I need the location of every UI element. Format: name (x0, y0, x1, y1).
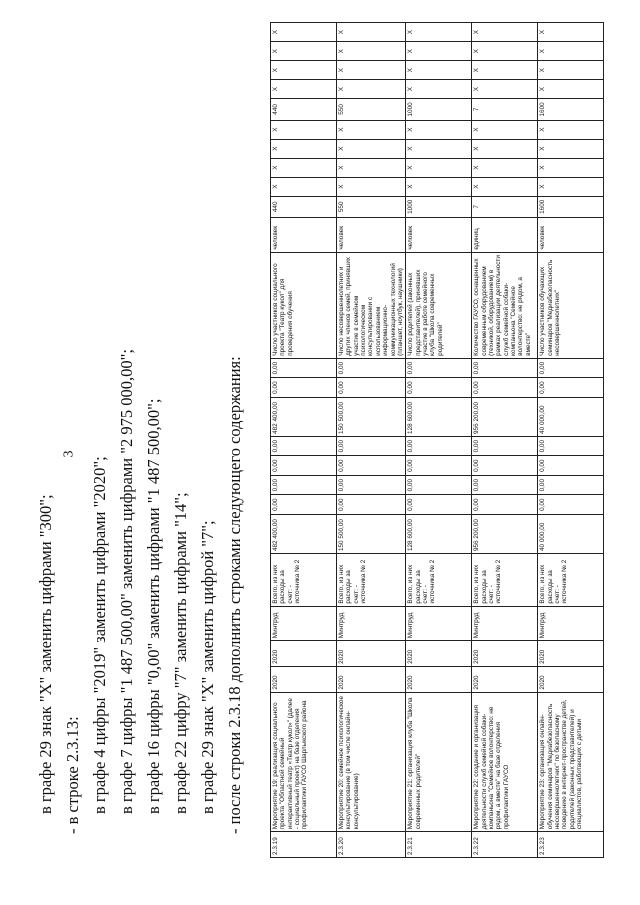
table-cell-id: 2.3.20 (337, 832, 406, 858)
table-cell-x: Х (538, 61, 604, 80)
amendment-line: в графе 7 цифры "1 487 500,00" заменить цифрами "2 975 000,00"; (117, 349, 136, 814)
table-cell-ind: Число участников социального проекта "Театр кукол" для проведения обучения (271, 252, 337, 358)
table-cell-z: 0,00 (538, 358, 604, 378)
table-cell-s2: 482 400,00 (271, 397, 337, 436)
table-cell-x: Х (406, 139, 472, 158)
amendment-line: в графе 16 цифры "0,00" заменить цифрами "1 487 500,00"; (144, 398, 163, 814)
table-cell-x: Х (472, 42, 538, 61)
table-cell-value: 550 (337, 99, 406, 120)
table-cell-y2: 2020 (337, 641, 406, 667)
table-cell-name: Мероприятие 20: семейное психологическое консультирование (в том числе онлайн-консультирование) (337, 692, 406, 832)
table-cell-sum: 150 500,00 (337, 514, 406, 553)
table-cell-sum: 128 600,00 (406, 514, 472, 553)
table-cell-z: 0,00 (271, 475, 337, 495)
table-cell-z: 0,00 (337, 456, 406, 476)
amendment-line: - в строке 2.3.13: (63, 716, 82, 834)
table-row (472, 23, 538, 858)
table-row (271, 23, 337, 858)
table-cell-z: 0,00 (271, 378, 337, 398)
table-cell-x: Х (337, 42, 406, 61)
table-cell-x: Х (538, 42, 604, 61)
table-cell-x: Х (538, 23, 604, 42)
table-cell-z: 0,00 (337, 358, 406, 378)
table-row (538, 23, 604, 858)
table-cell-src: Всего, из них расходы за счет: - источника № 2 (271, 554, 337, 607)
table-cell-x: Х (337, 177, 406, 196)
table-cell-value: 7 (472, 99, 538, 120)
table-cell-x: Х (406, 80, 472, 99)
table-cell-x: Х (472, 139, 538, 158)
table-cell-z: 0,00 (406, 495, 472, 515)
table-cell-z: 0,00 (538, 456, 604, 476)
table-cell-x: Х (271, 139, 337, 158)
table-cell-x: Х (472, 177, 538, 196)
table-cell-y1: 2020 (538, 666, 604, 692)
table-row (406, 23, 472, 858)
table-cell-z: 0,00 (271, 436, 337, 456)
table-cell-name: Мероприятие 19: реализация социального проекта "Областной семейный интерактивный театр «Театр кукол»" (далее - социальный проект) на базе отделения профилактики ГАУСО Шарлыкского района (271, 692, 337, 832)
table-cell-z: 0,00 (472, 495, 538, 515)
page-number: 3 (61, 450, 77, 458)
table-cell-x: Х (538, 158, 604, 177)
table-cell-x: Х (406, 177, 472, 196)
table-cell-z: 0,00 (472, 378, 538, 398)
table-cell-z: 0,00 (337, 495, 406, 515)
table-cell-x: Х (538, 177, 604, 196)
table-cell-v1: 1000 (406, 196, 472, 217)
table-cell-z: 0,00 (472, 456, 538, 476)
table-cell-unit: единиц (472, 218, 538, 253)
table-cell-x: Х (406, 61, 472, 80)
table-cell-x: Х (406, 158, 472, 177)
table-cell-z: 0,00 (472, 436, 538, 456)
table-cell-z: 0,00 (472, 358, 538, 378)
table-cell-x: Х (538, 80, 604, 99)
table-cell-unit: человек (406, 218, 472, 253)
table-cell-x: Х (472, 120, 538, 139)
table-cell-x: Х (538, 120, 604, 139)
table-cell-ind: Число родителей (законных представителей), принявших участие в работе семейного клуба "Школа современных родителей" (406, 252, 472, 358)
table-cell-z: 0,00 (271, 456, 337, 476)
table-cell-z: 0,00 (538, 378, 604, 398)
table-cell-sum: 482 400,00 (271, 514, 337, 553)
table-cell-name: Мероприятие 23: организация онлайн-обучения семинаров "Медиабезопасность несовершеннолетних" по безопасному поведению в интернет-пространстве детей, родителей (законных представителей) и специалистов, работающих с детьми (538, 692, 604, 832)
amendment-line: в графе 22 цифру "7" заменить цифрами "14"; (171, 492, 190, 814)
table-cell-src: Всего, из них расходы за счет: - источника № 2 (337, 554, 406, 607)
table-cell-x: Х (271, 61, 337, 80)
table-cell-v1: 550 (337, 196, 406, 217)
table-cell-x: Х (271, 80, 337, 99)
table-cell-z: 0,00 (406, 358, 472, 378)
table-cell-value: 440 (271, 99, 337, 120)
table-cell-src: Всего, из них расходы за счет: - источника № 2 (406, 554, 472, 607)
table-cell-v1: 1600 (538, 196, 604, 217)
table-cell-x: Х (271, 120, 337, 139)
table-cell-x: Х (271, 177, 337, 196)
table-cell-y1: 2020 (271, 666, 337, 692)
table-cell-v1: 7 (472, 196, 538, 217)
table-cell-x: Х (337, 139, 406, 158)
table-cell-z: 0,00 (538, 475, 604, 495)
amendment-line: в графе 4 цифры "2019" заменить цифрами "2020"; (90, 456, 109, 814)
table-cell-org: Минтруд (538, 606, 604, 641)
table-cell-z: 0,00 (538, 495, 604, 515)
table-cell-x: Х (337, 23, 406, 42)
table-cell-unit: человек (337, 218, 406, 253)
table-cell-y2: 2020 (538, 641, 604, 667)
table-cell-s2: 128 600,00 (406, 397, 472, 436)
table-cell-z: 0,00 (472, 475, 538, 495)
table-row (337, 23, 406, 858)
table-cell-z: 0,00 (337, 378, 406, 398)
table-cell-id: 2.3.19 (271, 832, 337, 858)
table-cell-unit: человек (271, 218, 337, 253)
table-cell-x: Х (472, 158, 538, 177)
table-cell-z: 0,00 (271, 495, 337, 515)
amendment-line: в графе 29 знак "Х" заменить цифрой "7"; (198, 520, 217, 814)
table-cell-y2: 2020 (271, 641, 337, 667)
table-cell-org: Минтруд (472, 606, 538, 641)
table-cell-ind: Число участников обучающих семинаров "Медиабезопасность несовершеннолетних" (538, 252, 604, 358)
table-cell-x: Х (337, 120, 406, 139)
table-cell-id: 2.3.23 (538, 832, 604, 858)
table-cell-v1: 440 (271, 196, 337, 217)
table-cell-z: 0,00 (271, 358, 337, 378)
table-cell-unit: человек (538, 218, 604, 253)
table-cell-x: Х (472, 80, 538, 99)
table-cell-z: 0,00 (406, 456, 472, 476)
table-cell-z: 0,00 (538, 436, 604, 456)
table-cell-x: Х (406, 42, 472, 61)
table-cell-x: Х (271, 158, 337, 177)
table-cell-id: 2.3.21 (406, 832, 472, 858)
table-cell-s2: 40 000,00 (538, 397, 604, 436)
amendment-line: в графе 29 знак "Х" заменить цифрами "300"; (36, 494, 55, 814)
table-cell-value: 1000 (406, 99, 472, 120)
table-cell-id: 2.3.22 (472, 832, 538, 858)
table-cell-x: Х (337, 158, 406, 177)
table-cell-org: Минтруд (337, 606, 406, 641)
table-cell-src: Всего, из них расходы за счет: - источника № 2 (538, 554, 604, 607)
table-cell-ind: Число несовершеннолетних и других членов семей, принявших участие в семейном психологическом консультировании с использованием информационно-коммуникационных технологий (планшет, ноутбук, наушники) (337, 252, 406, 358)
table-cell-x: Х (538, 139, 604, 158)
table-cell-s2: 956 200,00 (472, 397, 538, 436)
table-cell-x: Х (337, 80, 406, 99)
table-cell-z: 0,00 (337, 475, 406, 495)
measures-table (270, 22, 604, 858)
table-cell-z: 0,00 (406, 378, 472, 398)
table-cell-src: Всего, из них расходы за счет: - источника № 2 (472, 554, 538, 607)
table-cell-x: Х (271, 42, 337, 61)
table-cell-x: Х (472, 61, 538, 80)
table-cell-x: Х (406, 23, 472, 42)
table-cell-y1: 2020 (472, 666, 538, 692)
rotated-page-inner (20, 10, 620, 870)
rotated-page (20, 10, 620, 870)
table-cell-x: Х (271, 23, 337, 42)
table-cell-sum: 956 200,00 (472, 514, 538, 553)
table-cell-y2: 2020 (472, 641, 538, 667)
table-cell-x: Х (472, 23, 538, 42)
table-cell-x: Х (406, 120, 472, 139)
table-cell-value: 1600 (538, 99, 604, 120)
amendment-line: - после строки 2.3.18 дополнить строками следующего содержания: (225, 356, 244, 834)
table-cell-name: Мероприятие 21: организация клуба "Школа современных родителей" (406, 692, 472, 832)
table-cell-y2: 2020 (406, 641, 472, 667)
table-cell-ind: Количество ГАУСО, оснащенных современным оборудованием (техникой, оборудованием) в рамках реализации деятельности служб семейной собаки-компаньона "Семейное волонтерство: не рядом, а вместе" (472, 252, 538, 358)
table-cell-y1: 2020 (406, 666, 472, 692)
table-cell-s2: 150 500,00 (337, 397, 406, 436)
table-cell-org: Минтруд (406, 606, 472, 641)
table-cell-sum: 40 000,00 (538, 514, 604, 553)
table-cell-z: 0,00 (337, 436, 406, 456)
table-cell-z: 0,00 (406, 475, 472, 495)
table-cell-x: Х (337, 61, 406, 80)
table-cell-org: Минтруд (271, 606, 337, 641)
table-cell-y1: 2020 (337, 666, 406, 692)
table-cell-name: Мероприятие 22: создание и организация деятельности служб семейной собаки-компаньона "Семейное волонтерство: не рядом, а вместе" на базе отделения профилактики ГАУСО (472, 692, 538, 832)
table-cell-z: 0,00 (406, 436, 472, 456)
